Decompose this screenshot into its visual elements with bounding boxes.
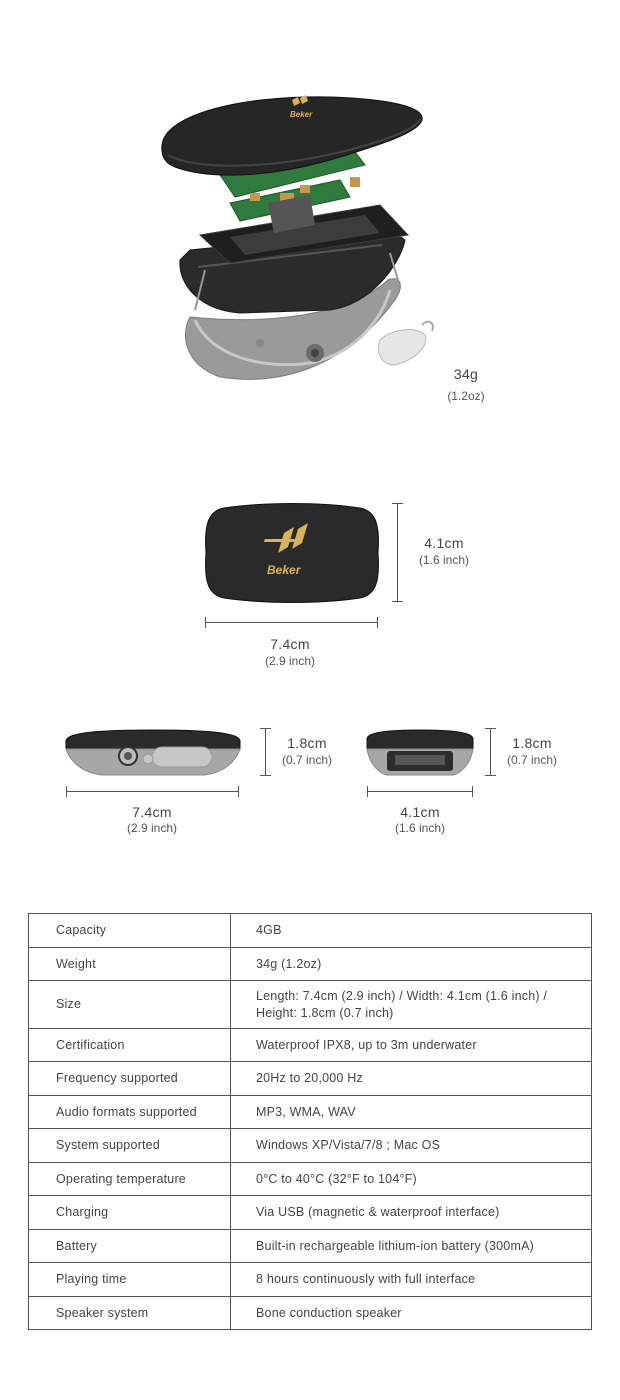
- table-row: [29, 1129, 592, 1163]
- front-view-height-value: 1.8cm: [512, 735, 552, 751]
- table-row: [29, 1029, 592, 1062]
- spec-value: 8 hours continuously with full interface: [231, 1263, 592, 1297]
- front-view-height-line: [490, 728, 491, 776]
- spec-value: Built-in rechargeable lithium-ion battery (300mA): [231, 1230, 592, 1263]
- spec-label: Size: [29, 981, 231, 1029]
- device-side-view: [64, 729, 242, 777]
- spec-value: Waterproof IPX8, up to 3m underwater: [231, 1029, 592, 1062]
- top-view-width-cap-right: [377, 617, 378, 628]
- top-view-height-cap-top: [392, 503, 403, 504]
- spec-label: Operating temperature: [29, 1163, 231, 1196]
- top-view-height-cap-bottom: [392, 601, 403, 602]
- front-view-width-value: 4.1cm: [400, 804, 440, 820]
- front-view-height-cap-top: [485, 728, 496, 729]
- table-row: [29, 948, 592, 981]
- spec-value: MP3, WMA, WAV: [231, 1096, 592, 1129]
- top-view-height-line: [397, 503, 398, 602]
- side-view-height-cap-top: [260, 728, 271, 729]
- spec-value: 34g (1.2oz): [231, 948, 592, 981]
- spec-label: Speaker system: [29, 1297, 231, 1330]
- weight-value: 34g: [453, 366, 479, 382]
- side-view-width-imperial: (2.9 inch): [126, 821, 178, 835]
- front-view-height-cap-bottom: [485, 775, 496, 776]
- side-view-width-cap-right: [238, 786, 239, 797]
- spec-label: Audio formats supported: [29, 1096, 231, 1129]
- front-view-width-imperial: (1.6 inch): [394, 821, 446, 835]
- table-row: [29, 981, 592, 1029]
- side-view-width-cap-left: [66, 786, 67, 797]
- spec-value: 0°C to 40°C (32°F to 104°F): [231, 1163, 592, 1196]
- spec-label: Charging: [29, 1196, 231, 1230]
- side-view-width-line: [66, 791, 239, 792]
- front-view-width-line: [367, 791, 473, 792]
- table-row: [29, 914, 592, 948]
- side-view-height-imperial: (0.7 inch): [281, 753, 333, 767]
- spec-label: Capacity: [29, 914, 231, 948]
- spec-label: Frequency supported: [29, 1062, 231, 1096]
- table-row: [29, 1230, 592, 1263]
- table-row: [29, 1163, 592, 1196]
- top-view-width-cap-left: [205, 617, 206, 628]
- top-view-width-line: [205, 622, 378, 623]
- table-row: [29, 1297, 592, 1330]
- spec-label: Certification: [29, 1029, 231, 1062]
- spec-table: [28, 913, 592, 1330]
- spec-value: Bone conduction speaker: [231, 1297, 592, 1330]
- table-row: [29, 1062, 592, 1096]
- spec-label: Weight: [29, 948, 231, 981]
- top-view-height-value: 4.1cm: [424, 535, 464, 551]
- top-view-brand-text: Beker: [267, 563, 301, 577]
- top-view-height-imperial: (1.6 inch): [418, 553, 470, 567]
- exploded-device-illustration: [150, 85, 440, 390]
- device-top-view: [204, 503, 380, 603]
- table-row: [29, 1263, 592, 1297]
- front-view-width-cap-left: [367, 786, 368, 797]
- side-view-height-value: 1.8cm: [287, 735, 327, 751]
- spec-value: Via USB (magnetic & waterproof interface): [231, 1196, 592, 1230]
- table-row: [29, 1096, 592, 1129]
- spec-value: 4GB: [231, 914, 592, 948]
- side-view-height-line: [265, 728, 266, 776]
- top-view-width-value: 7.4cm: [270, 636, 310, 652]
- side-view-width-value: 7.4cm: [132, 804, 172, 820]
- front-view-height-imperial: (0.7 inch): [506, 753, 558, 767]
- side-view-height-cap-bottom: [260, 775, 271, 776]
- spec-label: Playing time: [29, 1263, 231, 1297]
- table-row: [29, 1196, 592, 1230]
- spec-value: Windows XP/Vista/7/8 ; Mac OS: [231, 1129, 592, 1163]
- front-view-width-cap-right: [472, 786, 473, 797]
- spec-label: System supported: [29, 1129, 231, 1163]
- weight-imperial: (1.2oz): [447, 389, 485, 403]
- spec-value: 20Hz to 20,000 Hz: [231, 1062, 592, 1096]
- spec-label: Battery: [29, 1230, 231, 1263]
- exploded-brand-text: Beker: [290, 110, 313, 119]
- spec-value: Length: 7.4cm (2.9 inch) / Width: 4.1cm (1.6 inch) / Height: 1.8cm (0.7 inch): [231, 981, 592, 1029]
- device-front-view: [365, 729, 475, 777]
- usb-port-icon: [152, 747, 212, 767]
- top-view-width-imperial: (2.9 inch): [264, 654, 316, 668]
